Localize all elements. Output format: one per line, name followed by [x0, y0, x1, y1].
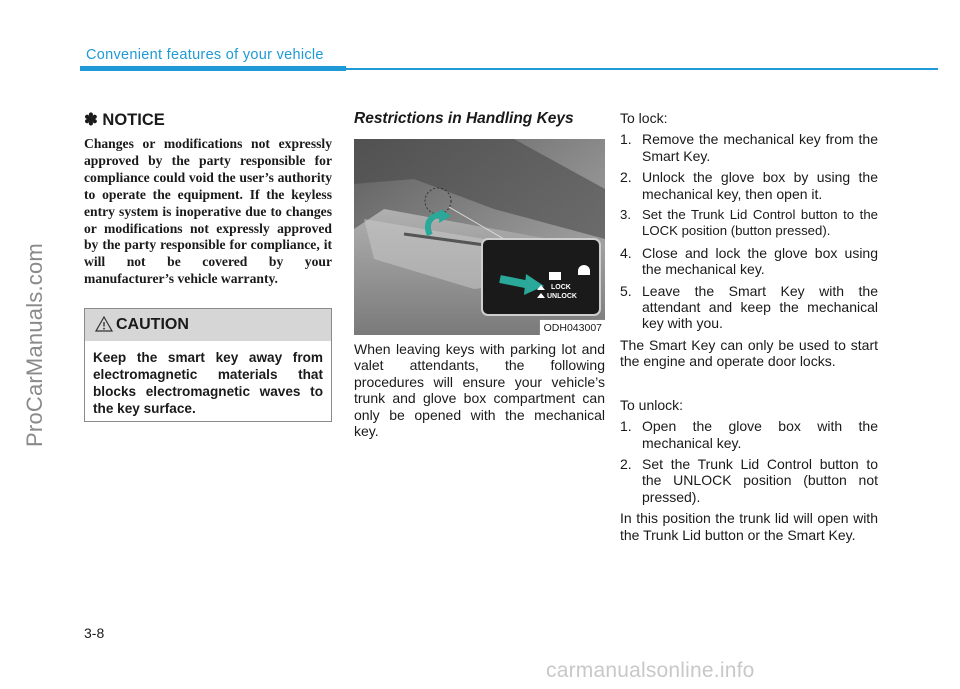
- notice-section: [84, 110, 332, 288]
- lock-step: [620, 283, 878, 332]
- warning-triangle-icon: [95, 316, 113, 332]
- lock-step: [620, 169, 878, 202]
- step-number: 1.: [620, 418, 632, 435]
- figure-label-unlock: UNLOCK: [547, 293, 577, 300]
- lock-step: [620, 131, 878, 164]
- step-number: 4.: [620, 244, 632, 261]
- step-text: Set the Trunk Lid Control button to the LOCK position (button pressed).: [642, 207, 878, 239]
- step-text: Unlock the glove box by using the mechanical key, then open it.: [642, 169, 878, 202]
- step-text: Close and lock the glove box using the mechanical key.: [642, 244, 878, 278]
- watermark: [10, 145, 60, 545]
- figure-code: ODH043007: [539, 319, 605, 335]
- restrictions-title: Restrictions in Handling Keys: [354, 110, 574, 127]
- lock-note: The Smart Key can only be used to start the engine and operate door locks.: [620, 336, 878, 370]
- watermark-text: ProCarManuals.com: [22, 243, 47, 447]
- caution-body: Keep the smart key away from electromagnetic materials that blocks electromagnetic waves to the key surface.: [93, 350, 323, 416]
- caution-title: CAUTION: [116, 316, 189, 333]
- notice-heading: ✽ NOTICE: [84, 111, 165, 129]
- header-rule-accent: [80, 66, 346, 71]
- step-number: 2.: [620, 455, 632, 472]
- caution-header: [85, 309, 331, 341]
- unlock-step: [620, 456, 878, 505]
- step-number: 1.: [620, 131, 632, 148]
- header-rule: [346, 68, 938, 70]
- unlock-step: [620, 418, 878, 451]
- footer-watermark: carmanualsonline.info: [546, 659, 755, 682]
- restrictions-section: [354, 110, 605, 128]
- lock-intro: To lock:: [620, 110, 668, 126]
- page-number: 3-8: [84, 625, 105, 641]
- glove-box-figure: [354, 139, 605, 335]
- step-number: 3.: [620, 207, 631, 223]
- lock-step: [620, 245, 878, 278]
- caution-box: [84, 308, 332, 422]
- step-number: 2.: [620, 169, 632, 186]
- notice-body: Changes or modifications not expressly approved by the party responsible for compliance could void the user’s authority to operate the equipment. If the keyless entry system is inoperative due to changes or modifications not expressly approved by the party responsible for compliance, it will not be covered by your manufacturer’s vehicle warranty.: [84, 136, 332, 287]
- unlock-intro: To unlock:: [620, 396, 684, 413]
- figure-label-lock: LOCK: [551, 284, 571, 291]
- glove-box-illustration: [354, 139, 605, 335]
- step-text: Set the Trunk Lid Control button to the UNLOCK position (button not pressed).: [642, 455, 878, 505]
- lock-unlock-instructions: [620, 110, 878, 543]
- unlock-note: In this position the trunk lid will open with the Trunk Lid button or the Smart Key.: [620, 510, 878, 543]
- step-text: Open the glove box with the mechanical key.: [642, 418, 878, 451]
- step-number: 5.: [620, 282, 632, 299]
- restrictions-body: When leaving keys with parking lot and valet attendants, the following procedures will ensure your vehicle’s trunk and glove box compartment can only be opened with the mechanical key.: [354, 341, 605, 440]
- step-text: Leave the Smart Key with the attendant and keep the mechanical key with you.: [642, 282, 878, 332]
- step-text: Remove the mechanical key from the Smart Key.: [642, 131, 878, 164]
- lock-step: [620, 207, 878, 240]
- section-title: Convenient features of your vehicle: [86, 47, 324, 63]
